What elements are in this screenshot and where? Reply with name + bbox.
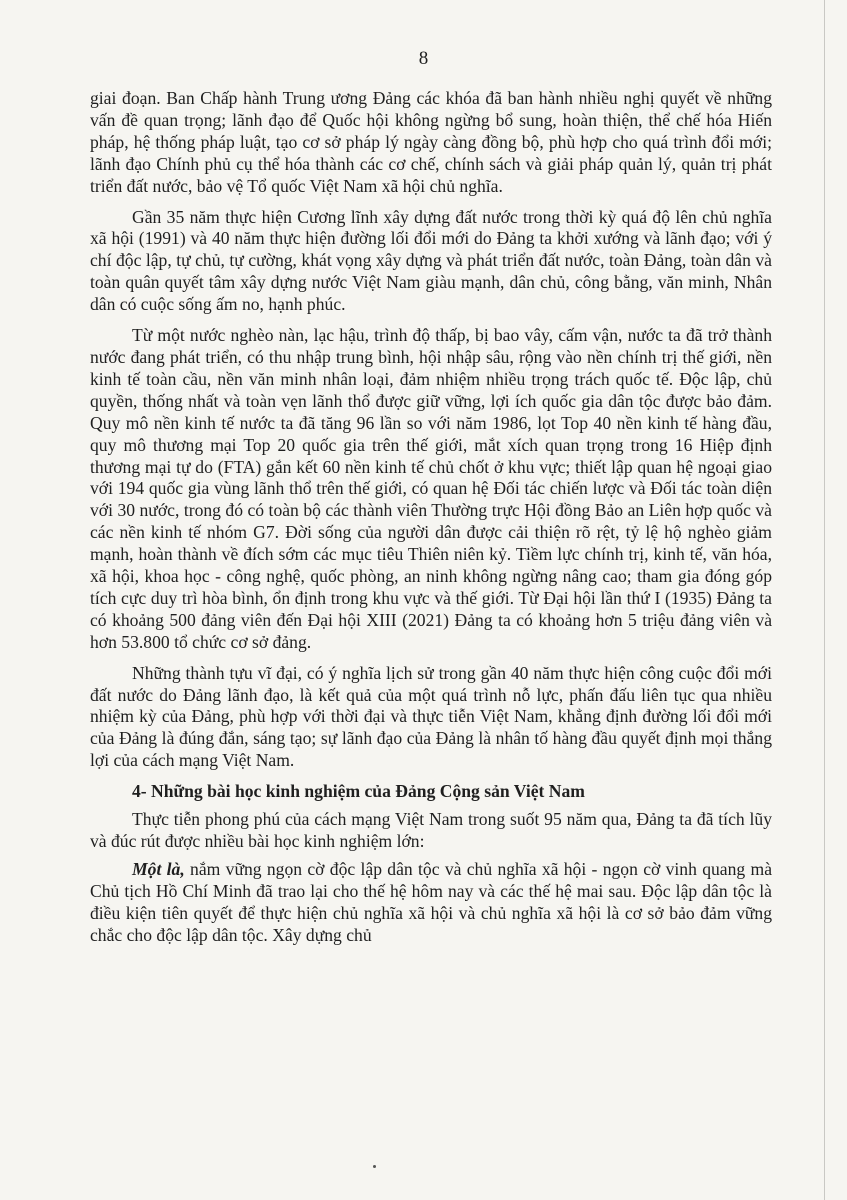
lesson-one-lead: Một là, xyxy=(132,858,185,879)
scan-speck xyxy=(373,1165,376,1168)
section-heading: 4- Những bài học kinh nghiệm của Đảng Cộng sản Việt Nam xyxy=(132,781,585,802)
lesson-one-text: nắm vững ngọn cờ độc lập dân tộc và chủ nghĩa xã hội - ngọn cờ vinh quang mà Chủ tịch Hồ Chí Minh đã trao lại cho thế hệ hôm nay và các thế hệ mai sau. Độc lập dân tộc là điều kiện tiên quyết để thực hiện chủ nghĩa xã hội và chủ nghĩa xã hội là cơ sở bảo đảm vững chắc cho độc lập dân tộc. Xây dựng chủ xyxy=(90,858,773,945)
scan-edge-line xyxy=(824,0,825,1200)
document-body xyxy=(90,88,772,956)
section-intro: Thực tiễn phong phú của cách mạng Việt Nam trong suốt 95 năm qua, Đảng ta đã tích lũy và đúc rút được nhiều bài học kinh nghiệm lớn: xyxy=(90,809,772,851)
lesson-one-paragraph xyxy=(90,859,772,947)
paragraph-great-achievements: Những thành tựu vĩ đại, có ý nghĩa lịch sử trong gần 40 năm thực hiện công cuộc đổi mới đất nước do Đảng lãnh đạo, là kết quả của một quá trình nỗ lực, phấn đấu liên tục qua nhiều nhiệm kỳ của Đảng, phù hợp với thời đại và thực tiễn Việt Nam, khẳng định đường lối đổi mới của Đảng là đúng đắn, sáng tạo; sự lãnh đạo của Đảng là nhân tố hàng đầu quyết định mọi thắng lợi của cách mạng Việt Nam. xyxy=(90,662,772,771)
paragraph-achievements: Từ một nước nghèo nàn, lạc hậu, trình độ thấp, bị bao vây, cấm vận, nước ta đã trở thành nước đang phát triển, có thu nhập trung bình, hội nhập sâu, rộng vào nền chính trị thế giới, nền kinh tế toàn cầu, nền văn minh nhân loại, đảm nhiệm nhiều trọng trách quốc tế. Độc lập, chủ quyền, thống nhất và toàn vẹn lãnh thổ được giữ vững, lợi ích quốc gia dân tộc được bảo đảm. Quy mô nền kinh tế nước ta đã tăng 96 lần so với năm 1986, lọt Top 40 nền kinh tế hàng đầu, quy mô thương mại Top 20 quốc gia trên thế giới, mắt xích quan trọng trong 16 Hiệp định thương mại tự do (FTA) gắn kết 60 nền kinh tế chủ chốt ở khu vực; thiết lập quan hệ ngoại giao với 194 quốc gia vùng lãnh thổ trên thế giới, có quan hệ Đối tác chiến lược và Đối tác toàn diện với 30 nước, trong đó có toàn bộ các thành viên Thường trực Hội đồng Bảo an Liên hợp quốc và các nền kinh tế nhóm G7. Đời sống của người dân được cải thiện rõ rệt, tỷ lệ hộ nghèo giảm mạnh, hoàn thành về đích sớm các mục tiêu Thiên niên kỷ. Tiềm lực chính trị, kinh tế, văn hóa, xã hội, khoa học - công nghệ, quốc phòng, an ninh không ngừng nâng cao; tham gia đóng góp tích cực duy trì hòa bình, ổn định trong khu vực và thế giới. Từ Đại hội lần thứ I (1935) Đảng ta có khoảng 500 đảng viên đến Đại hội XIII (2021) Đảng ta có khoảng hơn 5 triệu đảng viên và hơn 53.800 tổ chức cơ sở đảng. xyxy=(90,325,772,652)
paragraph-continuation: giai đoạn. Ban Chấp hành Trung ương Đảng các khóa đã ban hành nhiều nghị quyết về những vấn đề quan trọng; lãnh đạo để Quốc hội không ngừng bổ sung, hoàn thiện, thể chế hóa Hiến pháp, hệ thống pháp luật, tạo cơ sở pháp lý ngày càng đồng bộ, phù hợp cho quá trình đổi mới; lãnh đạo Chính phủ cụ thể hóa thành các cơ chế, chính sách và giải pháp quản lý, quản trị phát triển đất nước, bảo vệ Tổ quốc Việt Nam xã hội chủ nghĩa. xyxy=(90,88,772,196)
paragraph-35-years: Gần 35 năm thực hiện Cương lĩnh xây dựng đất nước trong thời kỳ quá độ lên chủ nghĩa xã hội (1991) và 40 năm thực hiện đường lối đổi mới do Đảng ta khởi xướng và lãnh đạo; với ý chí độc lập, tự chủ, tự cường, khát vọng xây dựng và phát triển đất nước, toàn Đảng, toàn dân và toàn quân quyết tâm xây dựng nước Việt Nam giàu mạnh, dân chủ, công bằng, văn minh, Nhân dân có cuộc sống ấm no, hạnh phúc. xyxy=(90,206,772,315)
page-number: 8 xyxy=(418,48,429,69)
